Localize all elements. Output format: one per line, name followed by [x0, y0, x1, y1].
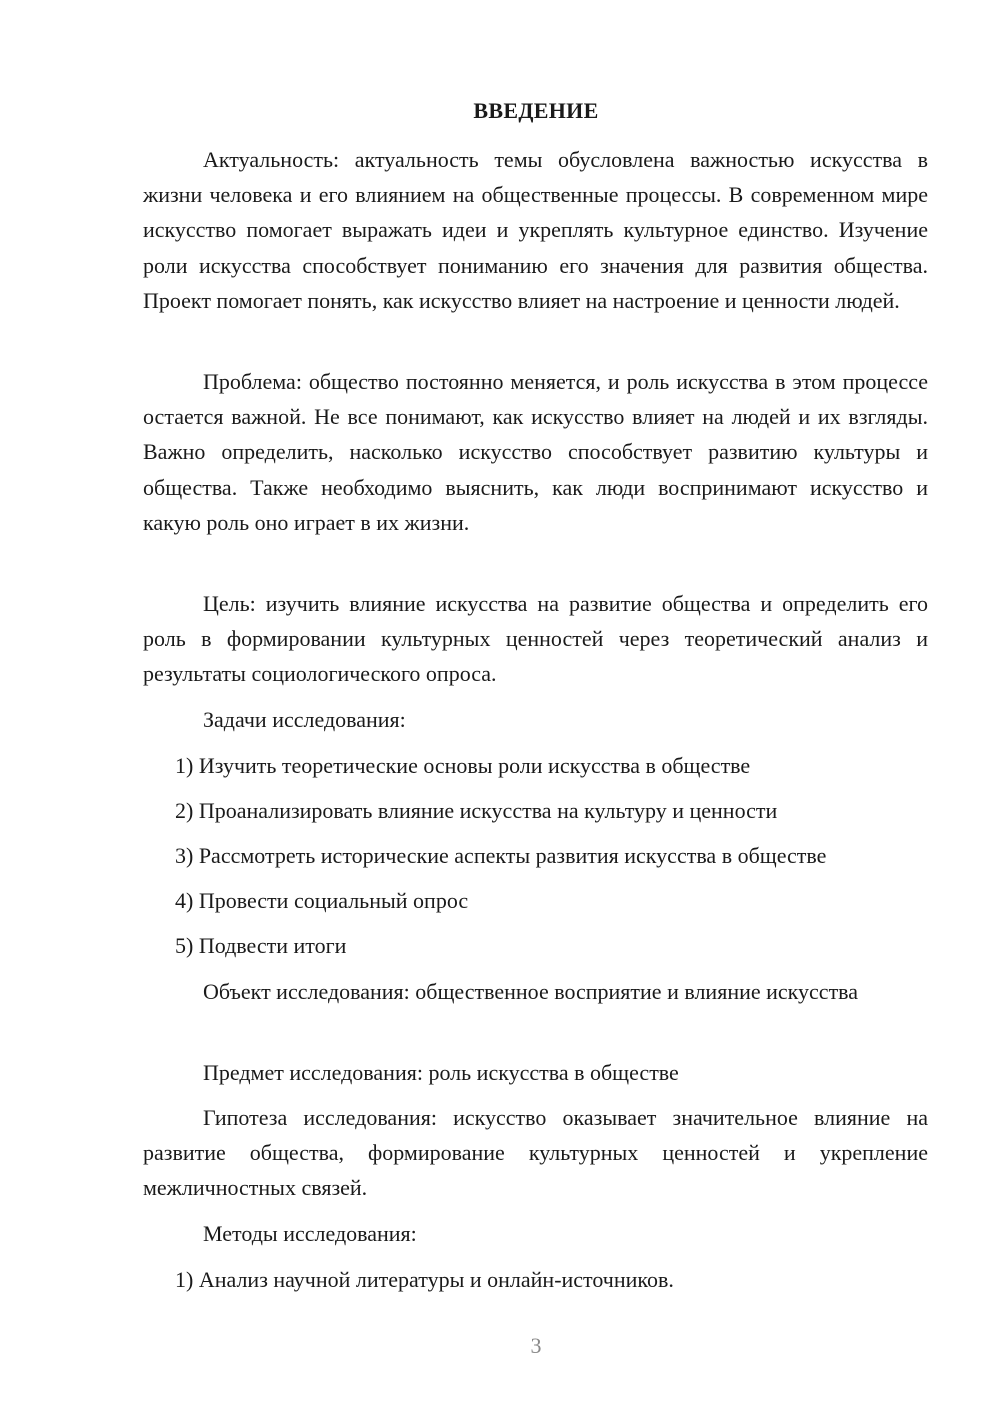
subject-paragraph: Предмет исследования: роль искусства в обществе: [203, 1060, 679, 1085]
task-item-1: 1) Изучить теоретические основы роли искусства в обществе: [175, 753, 751, 778]
task-item-3: 3) Рассмотреть исторические аспекты развития искусства в обществе: [175, 843, 827, 868]
method-item-1: 1) Анализ научной литературы и онлайн-источников.: [175, 1267, 674, 1292]
task-item-4: 4) Провести социальный опрос: [175, 888, 469, 913]
object-paragraph: Объект исследования: общественное восприятие и влияние искусства: [203, 979, 859, 1004]
methods-heading: Методы исследования:: [203, 1221, 417, 1246]
section-title: ВВЕДЕНИЕ: [473, 98, 599, 123]
hypothesis-paragraph: Гипотеза исследования: искусство оказывает значительное влияние на развитие общества, формирование культурных ценностей и укрепление межличностных связей.: [143, 1105, 928, 1201]
relevance-paragraph: Актуальность: актуальность темы обусловлена важностью искусства в жизни человека и его влиянием на общественные процессы. В современном мире искусство помогает выражать идеи и укреплять культурное единство. Изучение роли искусства способствует пониманию его значения для развития общества. Проект помогает понять, как искусство влияет на настроение и ценности людей.: [143, 147, 928, 313]
task-item-5: 5) Подвести итоги: [175, 933, 347, 958]
problem-paragraph: Проблема: общество постоянно меняется, и роль искусства в этом процессе остается важной. Не все понимают, как искусство влияет на людей и их взгляды. Важно определить, насколько искусство способствует развитию культуры и общества. Также необходимо выяснить, как люди воспринимают искусство и какую роль оно играет в их жизни.: [143, 369, 928, 535]
page-number: 3: [530, 1333, 542, 1358]
goal-paragraph: Цель: изучить влияние искусства на развитие общества и определить его роль в формировании культурных ценностей через теоретический анализ и результаты социологического опроса.: [143, 591, 928, 687]
tasks-heading: Задачи исследования:: [203, 707, 406, 732]
task-item-2: 2) Проанализировать влияние искусства на культуру и ценности: [175, 798, 778, 823]
